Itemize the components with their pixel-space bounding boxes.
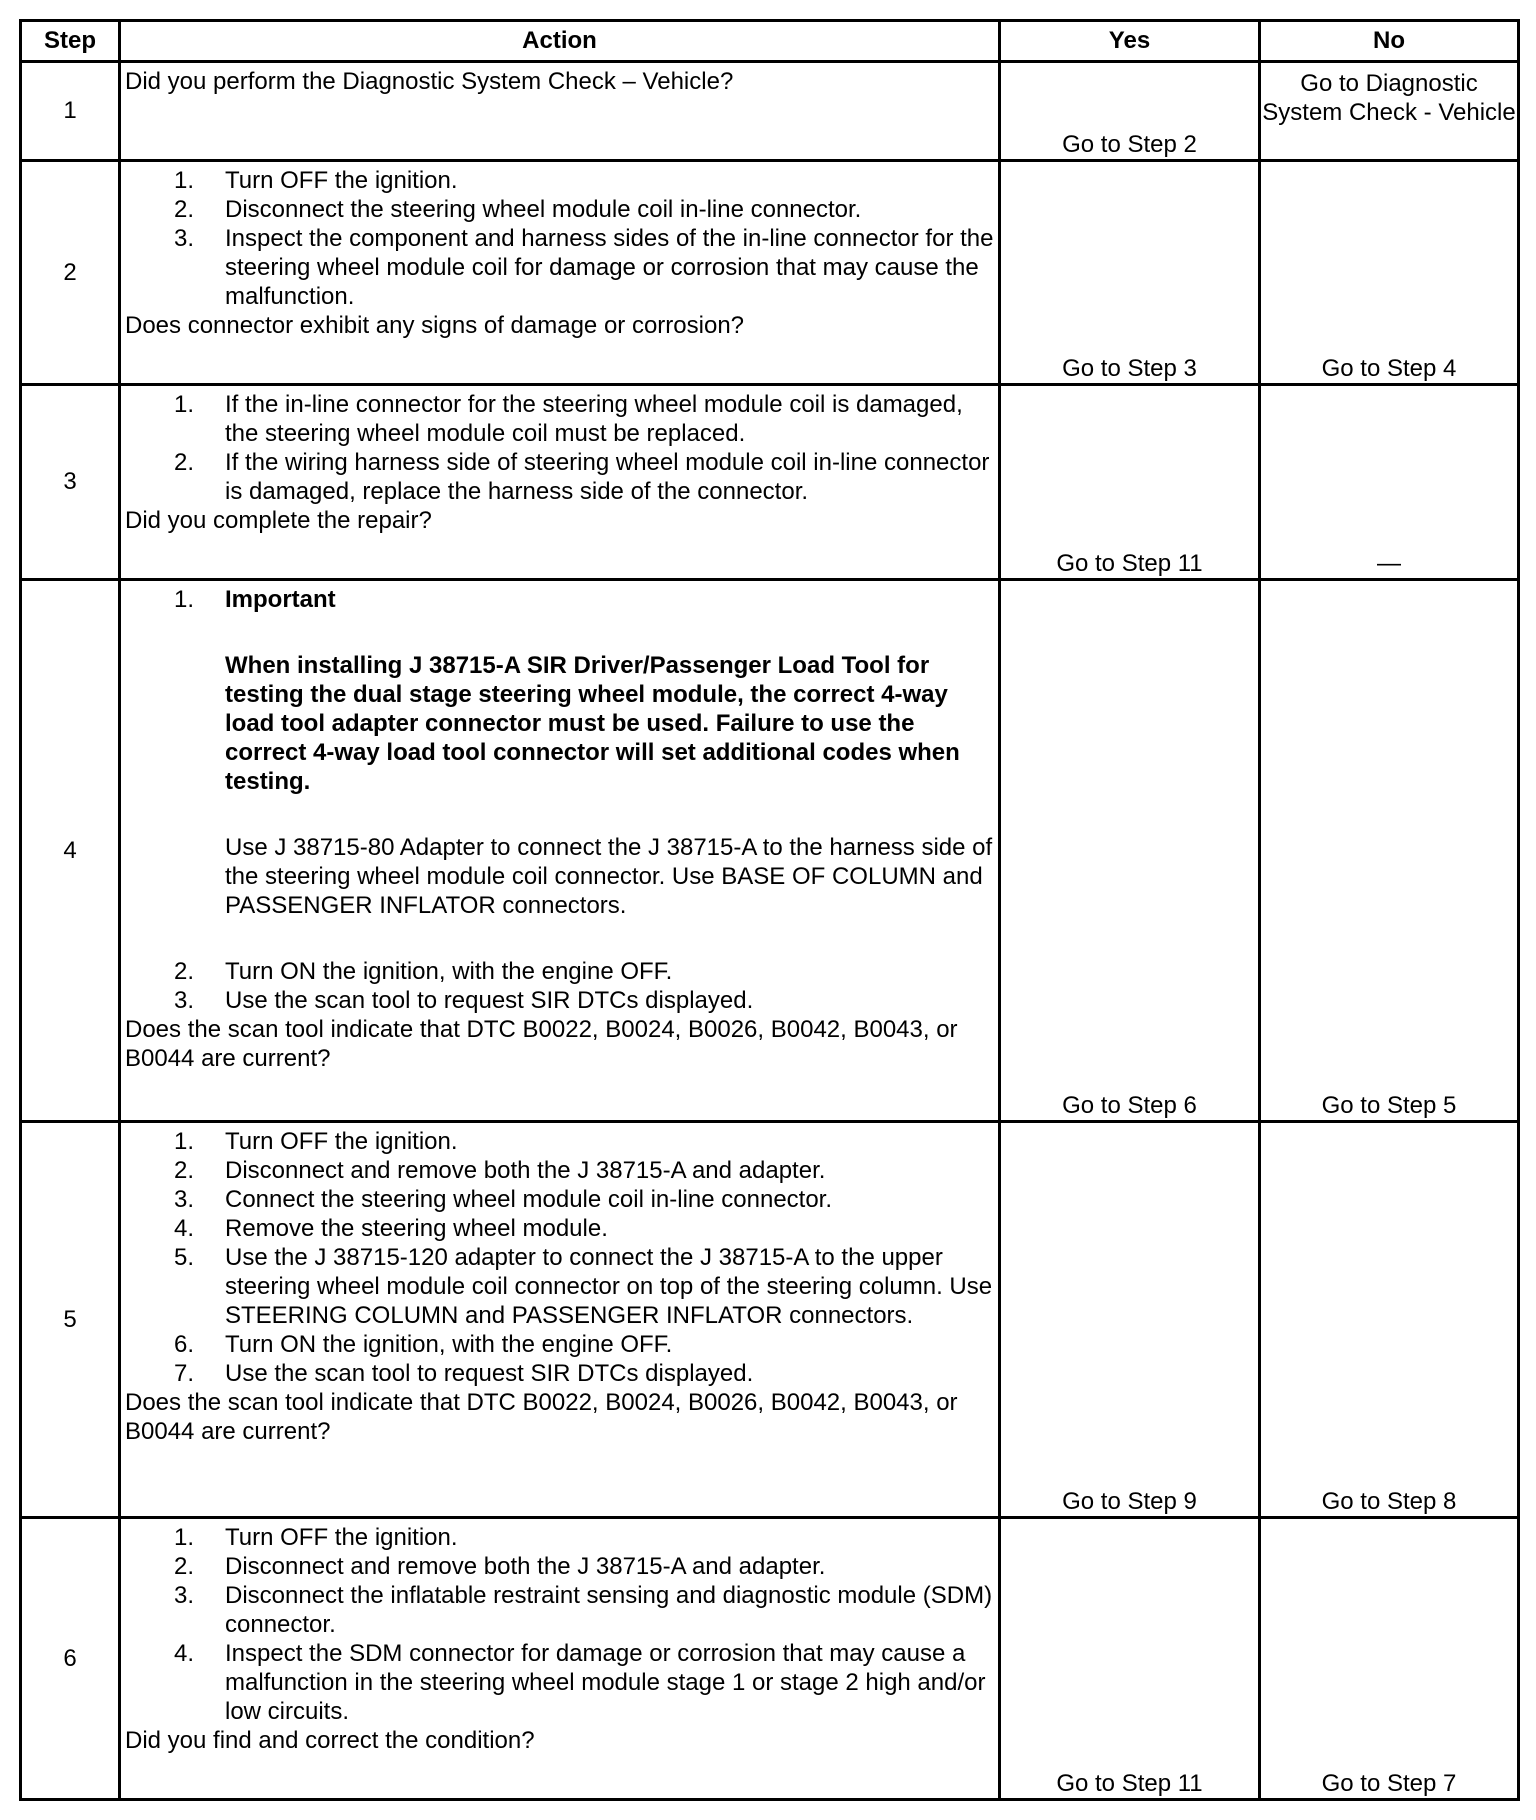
header-step: Step: [21, 21, 120, 62]
yes-cell: Go to Step 11: [1000, 1518, 1260, 1800]
header-row: [21, 21, 1519, 62]
step-number: 5: [21, 1122, 120, 1518]
header-no: No: [1260, 21, 1519, 62]
instruction-list: [125, 1523, 994, 1726]
step-question: Does the scan tool indicate that DTC B0022, B0024, B0026, B0042, B0043, or B0044 are current?: [125, 1016, 958, 1072]
action-cell: [120, 385, 1000, 580]
step-question: Did you perform the Diagnostic System Check – Vehicle?: [125, 68, 734, 95]
no-cell: Go to Step 8: [1260, 1122, 1519, 1518]
instruction-list: [125, 390, 994, 506]
diagnostic-table: [19, 19, 1520, 1801]
important-heading: Important: [225, 586, 336, 613]
list-item: 4. Inspect the SDM connector for damage or corrosion that may cause a malfunction in the steering wheel module stage 1 or stage 2 high and/or low circuits.: [174, 1640, 986, 1725]
list-item: 1. Turn OFF the ignition.: [174, 1524, 458, 1551]
important-note: When installing J 38715-A SIR Driver/Passenger Load Tool for testing the dual stage steering wheel module, the correct 4-way load tool adapter connector must be used. Failure to use the correct 4-way load tool connector will set additional codes when testing.: [225, 652, 960, 795]
list-item: 1. Important When installing J 38715-A SIR Driver/Passenger Load Tool for testing the dual stage steering wheel module, the correct 4-way load tool adapter connector must be used. Failure to use the correct 4-way load tool connector will set additional codes when testing. Use J 38715-80 Adapter to connect the J 38715-A to the harness side of the steering wheel module coil connector. Use BASE OF COLUMN and PASSENGER INFLATOR connectors.: [174, 586, 993, 919]
table-row: [21, 580, 1519, 1122]
list-item: 4. Remove the steering wheel module.: [174, 1215, 608, 1242]
instruction-list: [125, 1127, 994, 1388]
adapter-note: Use J 38715-80 Adapter to connect the J 38715-A to the harness side of the steering wheel module coil connector. Use BASE OF COLUMN and PASSENGER INFLATOR connectors.: [225, 834, 993, 919]
list-item: 2. Turn ON the ignition, with the engine OFF.: [174, 958, 673, 985]
step-number: 6: [21, 1518, 120, 1800]
yes-cell: Go to Step 6: [1000, 580, 1260, 1122]
table-row: [21, 161, 1519, 385]
instruction-list: [125, 166, 994, 311]
step-number: 3: [21, 385, 120, 580]
step-question: Did you find and correct the condition?: [125, 1727, 535, 1754]
action-cell: [120, 161, 1000, 385]
step-question: Did you complete the repair?: [125, 507, 432, 534]
action-cell: [120, 1122, 1000, 1518]
no-cell: Go to Step 4: [1260, 161, 1519, 385]
table-row: [21, 1122, 1519, 1518]
list-item: 3. Disconnect the inflatable restraint sensing and diagnostic module (SDM) connector.: [174, 1582, 993, 1638]
list-item: 3. Connect the steering wheel module coil in-line connector.: [174, 1186, 833, 1213]
yes-cell: Go to Step 3: [1000, 161, 1260, 385]
list-item: 2. If the wiring harness side of steering wheel module coil in-line connector is damaged, replace the harness side of the connector.: [174, 449, 990, 505]
step-question: Does the scan tool indicate that DTC B0022, B0024, B0026, B0042, B0043, or B0044 are current?: [125, 1389, 958, 1445]
list-item: 1. If the in-line connector for the steering wheel module coil is damaged, the steering wheel module coil must be replaced.: [174, 391, 963, 447]
list-item: 3. Inspect the component and harness sides of the in-line connector for the steering wheel module coil for damage or corrosion that may cause the malfunction.: [174, 225, 994, 310]
list-item: 2. Disconnect the steering wheel module coil in-line connector.: [174, 196, 862, 223]
list-item: 7. Use the scan tool to request SIR DTCs displayed.: [174, 1360, 754, 1387]
step-number: 1: [21, 62, 120, 161]
list-item: 1. Turn OFF the ignition.: [174, 1128, 458, 1155]
step-number: 2: [21, 161, 120, 385]
instruction-list: [125, 957, 994, 1015]
no-cell: Go to Step 5: [1260, 580, 1519, 1122]
action-cell: [120, 1518, 1000, 1800]
instruction-list: [125, 585, 994, 920]
yes-cell: Go to Step 9: [1000, 1122, 1260, 1518]
list-item: 2. Disconnect and remove both the J 38715-A and adapter.: [174, 1553, 826, 1580]
header-yes: Yes: [1000, 21, 1260, 62]
no-cell: —: [1260, 385, 1519, 580]
no-cell: Go to Step 7: [1260, 1518, 1519, 1800]
step-question: Does connector exhibit any signs of damage or corrosion?: [125, 312, 745, 339]
action-cell: [120, 62, 1000, 161]
step-number: 4: [21, 580, 120, 1122]
header-action: Action: [120, 21, 1000, 62]
table-row: [21, 385, 1519, 580]
list-item: 3. Use the scan tool to request SIR DTCs displayed.: [174, 987, 754, 1014]
no-cell: Go to Diagnostic System Check - Vehicle: [1260, 62, 1519, 161]
yes-cell: Go to Step 11: [1000, 385, 1260, 580]
list-item: 5. Use the J 38715-120 adapter to connect the J 38715-A to the upper steering wheel module coil connector on top of the steering column. Use STEERING COLUMN and PASSENGER INFLATOR connectors.: [174, 1244, 993, 1329]
yes-cell: Go to Step 2: [1000, 62, 1260, 161]
list-item: 6. Turn ON the ignition, with the engine OFF.: [174, 1331, 673, 1358]
list-item: 2. Disconnect and remove both the J 38715-A and adapter.: [174, 1157, 826, 1184]
action-cell: [120, 580, 1000, 1122]
table-row: [21, 1518, 1519, 1800]
table-row: [21, 62, 1519, 161]
list-item: 1. Turn OFF the ignition.: [174, 167, 458, 194]
